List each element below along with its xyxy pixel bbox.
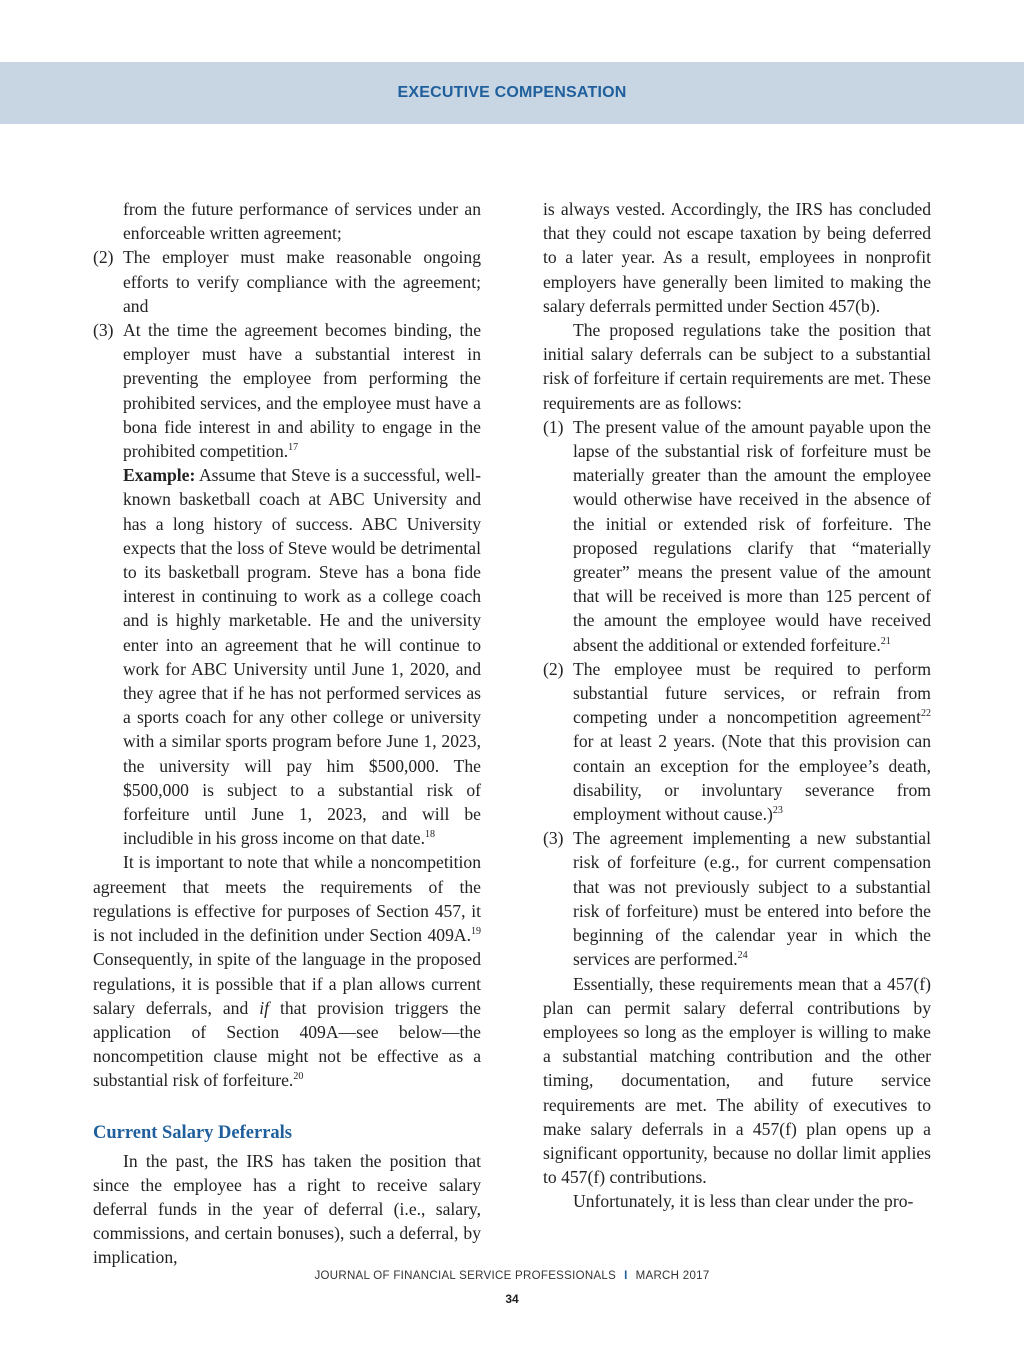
left-column xyxy=(93,197,481,1270)
list-text-body: The employee must be required to perform substantial future services, or refrain from competing under a noncompetition agreement xyxy=(573,658,931,728)
list-text xyxy=(573,415,931,657)
example-text: Assume that Steve is a successful, well-known basketball coach at ABC University and has a long history of success. ABC University expects that the loss of Steve would be detrimental to its basketball program. Steve has a bona fide interest in continuing to work as a college coach and is highly marketable. He and the university enter into an agreement that he will continue to work for ABC University until June 1, 2020, and they agree that if he has not performed services as a sports coach for any other college or university with a similar sports program before June 1, 2023, the university will pay him $500,000. The $500,000 is subject to a substantial risk of forfeiture until June 1, 2023, and will be includible in his gross income on that date. xyxy=(123,465,481,849)
footnote-ref-24: 24 xyxy=(737,950,748,962)
right-column xyxy=(543,197,931,1214)
example-label: Example: xyxy=(123,465,196,486)
list-text-body: The present value of the amount payable upon the lapse of the substantial risk of forfeiture must be materially greater than the amount the employee would otherwise have received in the absence of the initial or extended risk of forfeiture. The proposed regulations clarify that “materially greater” means the present value of the amount that will be received is more than 125 percent of the amount the employee would have received absent the additional or extended forfeiture. xyxy=(573,416,931,655)
footnote-ref-17: 17 xyxy=(288,442,299,454)
footer-separator: I xyxy=(624,1270,628,1282)
list-number: (2) xyxy=(93,247,114,268)
paragraph-text: that provision triggers the application of Section 409A—see below—the noncompetition clause might not be effective as a substantial risk of forfeiture. xyxy=(93,997,481,1091)
paragraph-text: It is important to note that while a noncompetition agreement that meets the requirements of the regulations is effective for purposes of Section 457, it is not included in the definition under Section 409A. xyxy=(93,852,481,946)
example-paragraph xyxy=(93,463,481,850)
paragraph-unfortunately: Unfortunately, it is less than clear under the pro- xyxy=(573,1191,914,1212)
running-head: EXECUTIVE COMPENSATION xyxy=(397,84,627,101)
list-text xyxy=(123,318,481,463)
list-text xyxy=(573,826,931,971)
section-heading: Current Salary Deferrals xyxy=(93,1122,292,1143)
list-item-3 xyxy=(543,826,931,971)
paragraph-text: Consequently, in spite of the language in the proposed regulations, it is possible that if a plan allows current salary deferrals, and xyxy=(93,949,481,1018)
footnote-ref-21: 21 xyxy=(880,635,891,647)
paragraph-past: In the past, the IRS has taken the position that since the employee has a right to receive salary deferral funds in the year of deferral (i.e., salary, commissions, and certain bonuses), such a deferral, by implication, xyxy=(93,1150,481,1268)
paragraph-vested: is always vested. Accordingly, the IRS has concluded that they could not escape taxation by being deferred to a later year. As a result, employees in nonprofit employers have generally been limited to making the salary deferrals permitted under Section 457(b). xyxy=(543,199,931,316)
footnote-ref-18: 18 xyxy=(424,829,435,841)
header-band xyxy=(0,62,1024,124)
list-number: (2) xyxy=(543,658,564,679)
item-1-continuation: from the future performance of services under an enforceable written agreement; xyxy=(123,199,481,244)
list-text-body: The agreement implementing a new substantial risk of forfeiture (e.g., for current compensation that was not previously subject to a substantial risk of forfeiture) must be entered into before the beginning of the calendar year in which the services are performed. xyxy=(573,828,931,970)
paragraph-proposed-regs: The proposed regulations take the position that initial salary deferrals can be subject to a substantial risk of forfeiture if certain requirements are met. These requirements are as follows: xyxy=(543,320,931,413)
list-number: (3) xyxy=(93,320,114,341)
footnote-ref-22: 22 xyxy=(921,708,931,720)
paragraph-essentially: Essentially, these requirements mean that a 457(f) plan can permit salary deferral contributions by employees so long as the employer is willing to make a substantial matching contribution and the other timing, documentation, and future service requirements are met. The ability of executives to make salary deferrals in a 457(f) plan opens up a significant opportunity, because no dollar limit applies to 457(f) contributions. xyxy=(543,973,931,1188)
list-item-2 xyxy=(93,245,481,318)
list-item-3 xyxy=(93,318,481,463)
list-item-2 xyxy=(543,657,931,826)
footnote-ref-23: 23 xyxy=(772,805,783,817)
footnote-ref-20: 20 xyxy=(293,1071,304,1083)
issue-date: MARCH 2017 xyxy=(635,1270,710,1282)
list-text: The employer must make reasonable ongoing efforts to verify compliance with the agreement; and xyxy=(123,247,481,316)
footer xyxy=(0,1270,1024,1282)
list-text-body: for at least 2 years. (Note that this provision can contain an exception for the employee’s death, disability, or involuntary severance from employment without cause.) xyxy=(573,731,931,825)
journal-name: JOURNAL OF FINANCIAL SERVICE PROFESSIONALS xyxy=(314,1270,617,1282)
list-number: (1) xyxy=(543,416,564,437)
emphasis-if: if xyxy=(259,997,270,1018)
page-number: 34 xyxy=(505,1292,519,1306)
list-number: (3) xyxy=(543,828,564,849)
list-text xyxy=(573,657,931,826)
footnote-ref-19: 19 xyxy=(471,926,481,938)
paragraph-noncompetition xyxy=(93,850,481,1092)
list-text-body: At the time the agreement becomes binding, the employer must have a substantial interest in preventing the employee from performing the prohibited services, and the employee must have a bona fide interest in and ability to engage in the prohibited competition. xyxy=(123,320,481,462)
list-item-1 xyxy=(543,415,931,657)
